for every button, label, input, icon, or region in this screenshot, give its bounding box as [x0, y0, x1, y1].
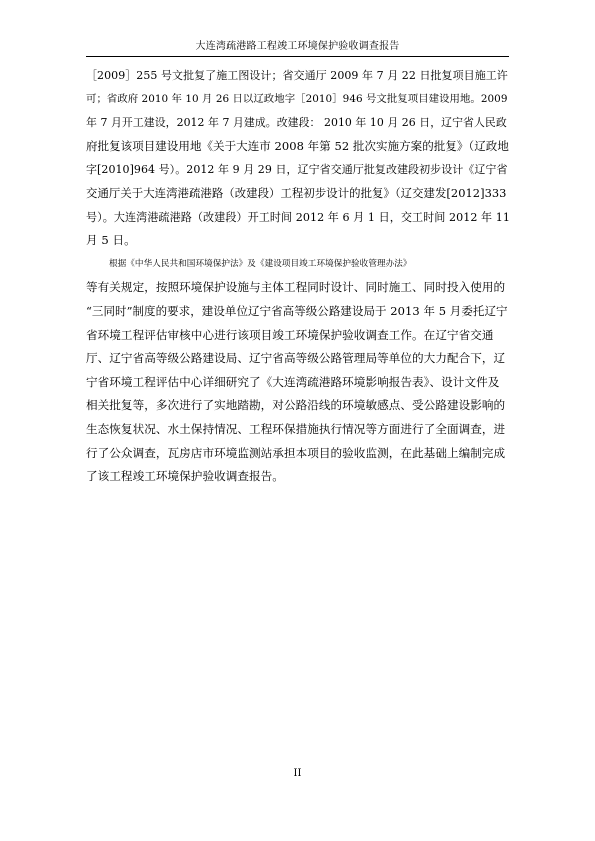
text-line: 字[2010]964 号）。2012 年 9 月 29 日，辽宁省交通厅批复改建段初步设计《辽宁省 — [86, 163, 508, 177]
header-rule — [86, 56, 509, 57]
text-line: 年 7 月开工建设，2012 年 7 月建成。改建段： 2010 年 10 月 26 日，辽宁省人民政 — [86, 116, 507, 130]
text-line: 号）。大连湾港疏港路（改建段）开工时间 2012 年 6 月 1 日，交工时间 2012 年 11 — [86, 210, 510, 224]
text-line: 生态恢复状况、水土保持情况、工程环保措施执行情况等方面进行了全面调查，进 — [86, 421, 506, 436]
text-line: 了该工程竣工环境保护验收调查报告。 — [86, 469, 284, 484]
text-line: 省环境工程评估审核中心进行该项目竣工环境保护验收调查工作。在辽宁省交通 — [86, 327, 494, 342]
text-line: 宁省环境工程评估中心详细研究了《大连湾疏港路环境影响报告表》、设计文件及 — [86, 374, 500, 389]
text-line: ［2009］255 号文批复了施工图设计；省交通厅 2009 年 7 月 22 日批复项目施工许 — [86, 69, 508, 82]
text-line: 行了公众调查，瓦房店市环境监测站承担本项目的验收监测，在此基础上编制完成 — [86, 445, 506, 460]
text-line: 交通厅关于大连湾港疏港路（改建段）工程初步设计的批复》（辽交建发[2012]333 — [86, 185, 507, 200]
paragraph-2 — [86, 253, 510, 489]
text-line: 相关批复等，多次进行了实地踏勘，对公路沿线的环境敏感点、受公路建设影响的 — [86, 398, 506, 413]
page-header-title: 大连湾疏港路工程竣工环境保护验收调查报告 — [195, 41, 400, 52]
text-line: 府批复该项目建设用地《关于大连市 2008 年第 52 批次实施方案的批复》（辽政地 — [86, 138, 509, 153]
text-line: 可；省政府 2010 年 10 月 26 日以辽政地字［2010］946 号文批复项目建设用地。2009 — [86, 92, 508, 105]
text-line: 等有关规定，按照环境保护设施与主体工程同时设计、同时施工、同时投入使用的 — [86, 280, 506, 295]
text-line: 月 5 日。 — [86, 233, 136, 248]
document-body — [86, 64, 510, 489]
text-line: “三同时”制度的要求，建设单位辽宁省高等级公路建设局于 2013 年 5 月委托辽宁 — [86, 303, 508, 318]
text-line: 厅、辽宁省高等级公路建设局、辽宁省高等级公路管理局等单位的大力配合下，辽 — [86, 351, 506, 366]
text-line: 根据《中华人民共和国环境保护法》及《建设项目竣工环境保护验收管理办法》 — [109, 258, 412, 269]
page-number: II — [293, 768, 302, 779]
paragraph-1 — [86, 64, 510, 253]
